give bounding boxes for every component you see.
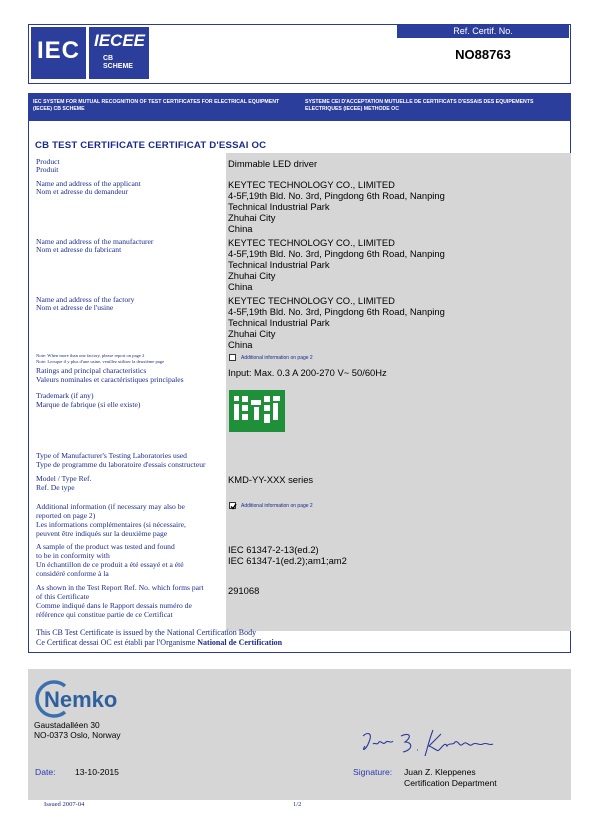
trademark-label-fr: Marque de fabrique (si elle existe) [36,400,141,409]
form-issued-date: Issued 2007-04 [44,801,85,808]
factory-line: KEYTEC TECHNOLOGY CO., LIMITED [228,295,395,306]
report-label: of this Certificate [36,592,90,601]
issuer-address [34,720,121,741]
applicant-label-fr: Nom et adresse du demandeur [36,187,128,196]
date-value: 13-10-2015 [75,767,119,777]
sample-label: Un échantillon de ce produit a été essayé et a été [36,560,184,569]
model-label-en: Model / Type Ref. [36,474,92,483]
sample-label: A sample of the product was tested and found [36,542,175,551]
applicant-line: Technical Industrial Park [228,201,330,212]
factory-line: Zhuhai City [228,328,276,339]
check-icon [230,503,237,510]
report-label: Comme indiqué dans le Rapport dessais numéro de [36,601,192,610]
trademark-logo [229,390,285,432]
applicant-line: Zhuhai City [228,212,276,223]
lab-type-label-en: Type of Manufacturer's Testing Laboratories used [36,451,187,460]
issued-line-en: This CB Test Certificate is issued by the National Certification Body [36,628,257,637]
ratings-label-en: Ratings and principal characteristics [36,366,147,375]
ratings-label-fr: Valeurs nominales et caractéristiques principales [36,375,184,384]
signature-graphic [355,722,505,762]
manufacturer-label-en: Name and address of the manufacturer [36,237,154,246]
factory-additional-info-checkbox[interactable] [229,354,236,361]
nemko-logo [35,680,130,718]
addinfo-label: Les informations complémentaires (si nécessaire, [36,520,186,529]
date-label: Date: [35,767,56,777]
scheme-band [28,93,571,121]
address-line: NO-0373 Oslo, Norway [34,730,121,741]
report-number: 291068 [228,585,260,596]
ref-certif-number: NO88763 [455,47,511,62]
signatory-name: Juan Z. Kleppenes [404,767,476,777]
iecee-cb-logo [89,27,149,79]
issued-line-fr: Ce Certificat dessai OC est établi par l'Organisme National de Certification [36,638,283,647]
model-value: KMD-YY-XXX series [228,474,314,485]
addinfo-label: reported on page 2) [36,511,96,520]
trademark-graphic [229,390,285,432]
iec-logo-text: IEC [37,37,81,64]
factory-note-en: Note: When more than one factory, please report on page 2 [36,353,145,358]
manufacturer-line: KEYTEC TECHNOLOGY CO., LIMITED [228,237,395,248]
factory-line: Technical Industrial Park [228,317,330,328]
address-line: Gaustadalléen 30 [34,720,100,730]
factory-label-fr: Nom et adresse de l'usine [36,303,114,312]
standard-line: IEC 61347-2-13(ed.2) [228,544,319,555]
issued-line-fr-bold: National de Certification [197,638,283,647]
nemko-logo-graphic [35,680,130,718]
addinfo-label: peuvent être indiqués sur la deuxième page [36,529,168,538]
manufacturer-line: Zhuhai City [228,270,276,281]
additional-info-label: Additional information on page 2 [241,503,313,509]
iec-logo [31,27,86,79]
additional-info-checkbox-checked[interactable] [229,502,236,509]
addinfo-label: Additional information (if necessary may also be [36,502,185,511]
handwritten-signature [355,722,505,762]
product-value: Dimmable LED driver [228,158,318,169]
issued-statement [36,628,282,648]
manufacturer-line: 4-5F,19th Bld. No. 3rd, Pingdong 6th Road, Nanping [228,248,445,259]
signatory [404,767,497,789]
manufacturer-label-fr: Nom et adresse du fabricant [36,245,122,254]
factory-label-en: Name and address of the factory [36,295,135,304]
factory-note-fr: Note: Lorsque il y plus d'une usine, veuillez utiliser la deuxième page [36,359,165,364]
ratings-value: Input: Max. 0.3 A 200-270 V~ 50/60Hz [228,367,387,378]
scheme-text-fr: SYSTEME CEI D'ACCEPTATION MUTUELLE DE CERTIFICATS D'ESSAIS DES EQUIPEMENTS ELECTRIQUES (IECEE) METHODE OC [305,99,534,112]
cb-scheme-text: CB SCHEME [103,55,133,70]
signatory-department: Certification Department [404,778,497,788]
model-label-fr: Ref. De type [36,483,75,492]
iecee-logo-text: IECEE [94,31,146,50]
page-number: 1/2 [293,801,302,808]
certificate-title: CB TEST CERTIFICATE CERTIFICAT D'ESSAI OC [35,140,267,151]
trademark-label-en: Trademark (if any) [36,391,94,400]
factory-line: China [228,339,253,350]
nemko-logo-text: Nemko [44,687,118,712]
applicant-line: China [228,223,253,234]
product-label-en: Product [36,157,60,166]
report-label: référence qui constitue partie de ce Certificat [36,610,173,619]
sample-label: to be in conformity with [36,551,110,560]
standard-line: IEC 61347-1(ed.2);am1;am2 [228,555,347,566]
applicant-line: 4-5F,19th Bld. No. 3rd, Pingdong 6th Road, Nanping [228,190,445,201]
factory-additional-info-label: Additional information on page 2 [241,355,313,361]
sample-label: considéré conforme à la [36,569,109,578]
manufacturer-line: China [228,281,253,292]
applicant-line: KEYTEC TECHNOLOGY CO., LIMITED [228,179,395,190]
report-label: As shown in the Test Report Ref. No. which forms part [36,583,204,592]
lab-type-label-fr: Type de programme du laboratoire d'essais constructeur [36,460,206,469]
signature-label: Signature: [353,767,393,777]
ref-certif-label: Ref. Certif. No. [397,25,569,38]
applicant-label-en: Name and address of the applicant [36,179,141,188]
factory-line: 4-5F,19th Bld. No. 3rd, Pingdong 6th Road, Nanping [228,306,445,317]
product-label-fr: Produit [36,165,59,174]
scheme-text-en: IEC SYSTEM FOR MUTUAL RECOGNITION OF TEST CERTIFICATES FOR ELECTRICAL EQUIPMENT (IECEE) CB SCHEME [33,99,280,112]
manufacturer-line: Technical Industrial Park [228,259,330,270]
